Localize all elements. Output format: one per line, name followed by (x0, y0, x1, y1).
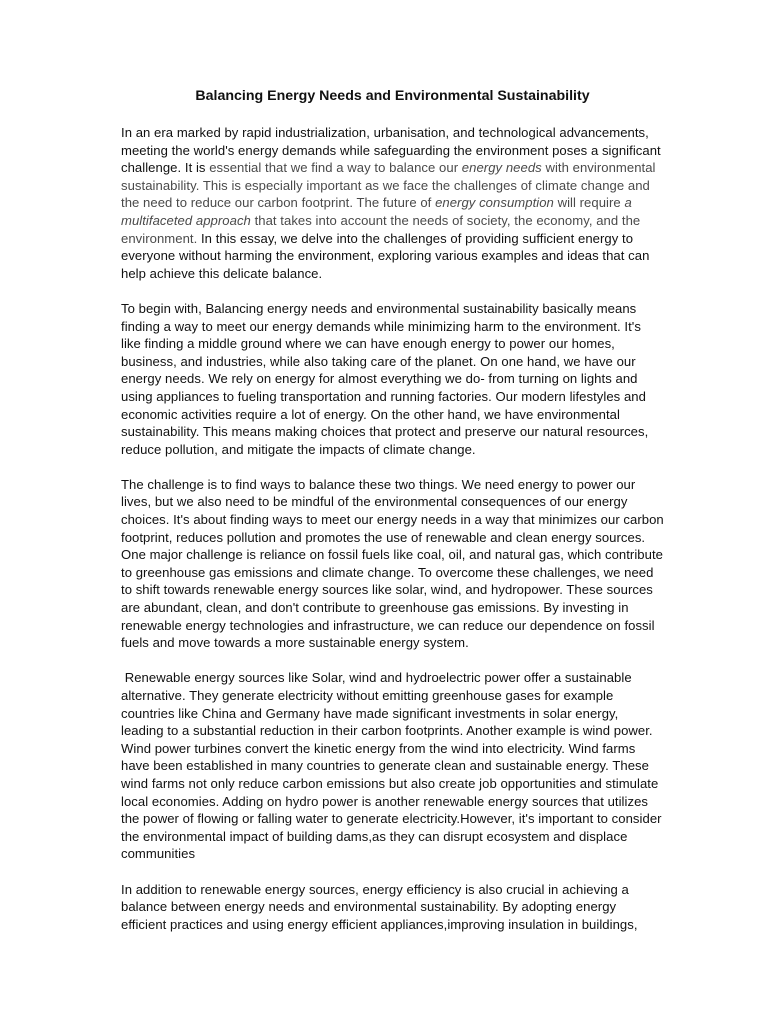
paragraph-2: To begin with, Balancing energy needs and environmental sustainability basically means finding a way to meet our energy demands while minimizing harm to the environment. It's like finding a middle ground where we can have enough energy to power our homes, business, and industries, while also taking care of the planet. On one hand, we have our energy needs. We rely on energy for almost everything we do- from turning on lights and using appliances to fueling transportation and running factories. Our modern lifestyles and economic activities require a lot of energy. On the other hand, we have environmental sustainability. This means making choices that protect and preserve our natural resources, reduce pollution, and mitigate the impacts of climate change. (121, 300, 649, 457)
intro-emphasis-energy-consumption: energy consumption (435, 195, 554, 211)
intro-text-a: In an era marked by rapid industrialization, urbanisation, and technological advancements, meeting the world's energy demands while safeguarding the environment poses a significant challenge. It is (121, 125, 661, 176)
intro-emphasis-energy-needs: energy needs (461, 160, 542, 176)
intro-emphasis-multifaceted: a multifaceted approach (121, 195, 632, 228)
intro-text-b: essential that we find a way to balance our (209, 160, 462, 176)
paragraph-intro (121, 124, 664, 282)
paragraph-4: Renewable energy sources like Solar, wind and hydroelectric power offer a sustainable alternative. They generate electricity without emitting greenhouse gases for example countries like China and Germany have made significant investments in solar energy, leading to a substantial reduction in their carbon footprints. Another example is wind power. Wind power turbines convert the kinetic energy from the wind into electricity. Wind farms have been established in many countries to generate clean and sustainable energy. These wind farms not only reduce carbon emissions but also create job opportunities and stimulate local economies. Adding on hydro power is another renewable energy sources that utilizes the power of flowing or falling water to generate electricity.However, it's important to consider the environmental impact of building dams,as they can disrupt ecosystem and displace communities (121, 670, 666, 862)
intro-text-f: will require (553, 195, 625, 211)
paragraph-5: In addition to renewable energy sources, energy efficiency is also crucial in achieving a balance between energy needs and environmental sustainability. By adopting energy efficient practices and using energy efficient appliances,improving insulation in buildings, (121, 881, 638, 932)
intro-text-d: with environmental sustainability. This is especially important as we face the challenges of climate change and the need to reduce our carbon footprint. The future of (121, 160, 656, 211)
paragraph-3: The challenge is to find ways to balance these two things. We need energy to power our lives, but we also need to be mindful of the environmental consequences of our energy choices. It's about finding ways to meet our energy needs in a way that minimizes our carbon footprint, reduces pollution and promotes the use of renewable and clean energy sources. One major challenge is reliance on fossil fuels like coal, oil, and natural gas, which contribute to greenhouse gas emissions and climate change. To overcome these challenges, we need to shift towards renewable energy sources like solar, wind, and hydropower. These sources are abundant, clean, and don't contribute to greenhouse gas emissions. By investing in renewable energy technologies and infrastructure, we can reduce our dependence on fossil fuels and move towards a more sustainable energy system. (121, 476, 664, 651)
intro-text-h: that takes into account the needs of society, the economy, and the environment. (121, 212, 641, 246)
document-title: Balancing Energy Needs and Environmental Sustainability (195, 88, 590, 104)
intro-text-i: In this essay, we delve into the challenges of providing sufficient energy to everyone without harming the environment, exploring various examples and ideas that can help achieve this delicate balance. (121, 230, 650, 281)
